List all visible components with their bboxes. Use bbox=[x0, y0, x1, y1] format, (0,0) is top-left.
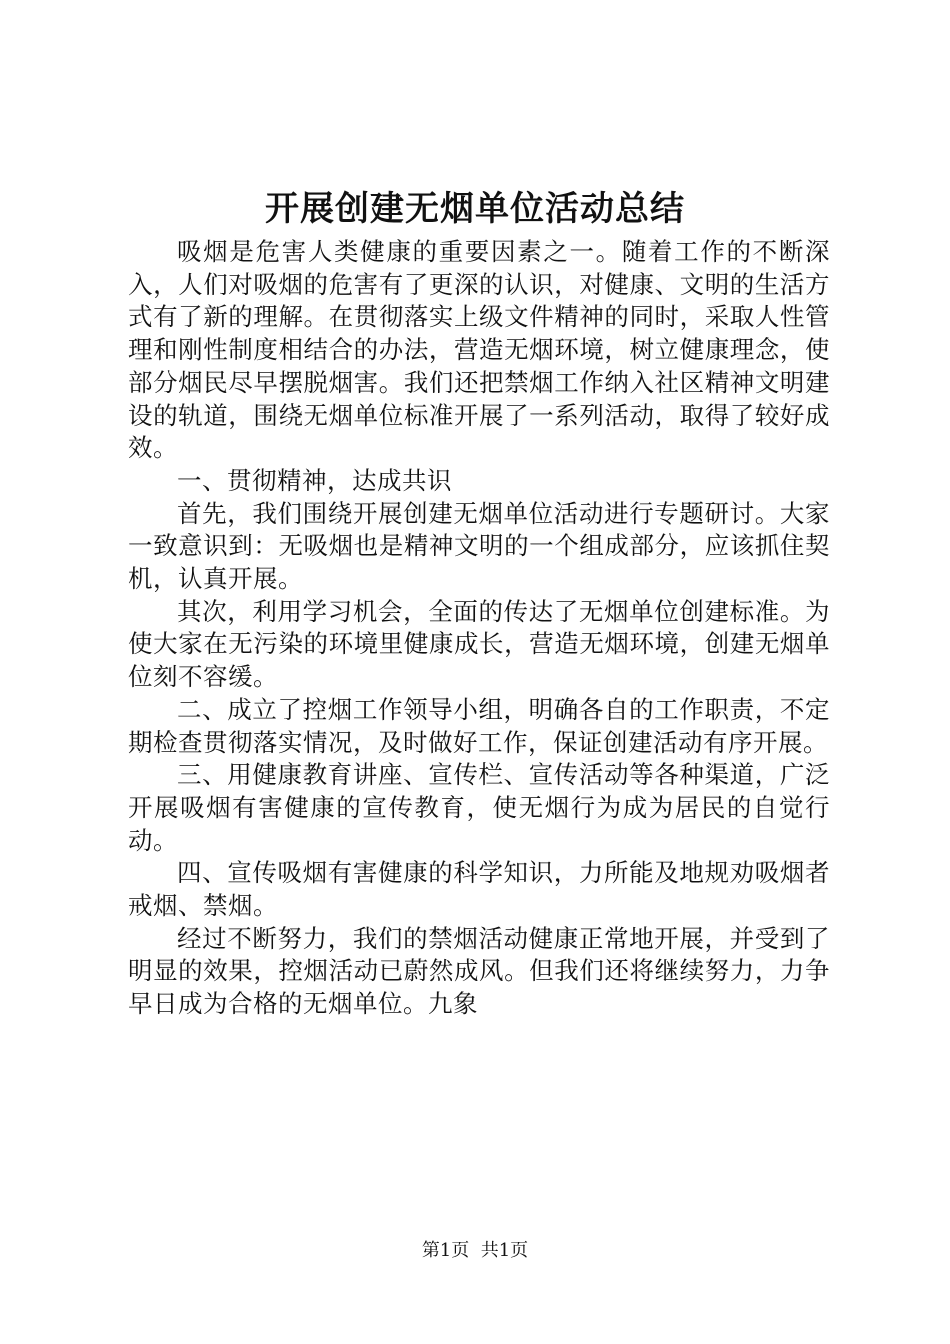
page-total: 共1页 bbox=[480, 1240, 529, 1261]
section-heading-1: 一、贯彻精神，达成共识 bbox=[177, 465, 452, 495]
paragraph-intro: 吸烟是危害人类健康的重要因素之一。随着工作的不断深入，人们对吸烟的危害有了更深的认识，对健康、文明的生活方式有了新的理解。在贯彻落实上级文件精神的同时，采取人性管理和刚性制度相结合的办法，营造无烟环境，树立健康理念，使部分烟民尽早摆脱烟害。我们还把禁烟工作纳入社区精神文明建设的轨道，围绕无烟单位标准开展了一系列活动，取得了较好成效。 bbox=[128, 237, 830, 463]
paragraph-conclusion: 经过不断努力，我们的禁烟活动健康正常地开展，并受到了明显的效果，控烟活动已蔚然成风。但我们还将继续努力，力争早日成为合格的无烟单位。九象 bbox=[128, 923, 830, 1019]
section-4: 四、宣传吸烟有害健康的科学知识，力所能及地规劝吸烟者戒烟、禁烟。 bbox=[128, 858, 830, 921]
paragraph-second: 其次，利用学习机会，全面的传达了无烟单位创建标准。为使大家在无污染的环境里健康成长，营造无烟环境，创建无烟单位刻不容缓。 bbox=[128, 596, 830, 692]
document-title: 开展创建无烟单位活动总结 bbox=[265, 189, 685, 229]
section-2: 二、成立了控烟工作领导小组，明确各自的工作职责，不定期检查贯彻落实情况，及时做好工作，保证创建活动有序开展。 bbox=[128, 694, 830, 757]
section-3: 三、用健康教育讲座、宣传栏、宣传活动等各种渠道，广泛开展吸烟有害健康的宣传教育，使无烟行为成为居民的自觉行动。 bbox=[128, 760, 830, 855]
page-footer bbox=[0, 1239, 950, 1263]
paragraph-first: 首先，我们围绕开展创建无烟单位活动进行专题研讨。大家一致意识到：无吸烟也是精神文明的一个组成部分，应该抓住契机，认真开展。 bbox=[128, 498, 830, 594]
document-body bbox=[128, 236, 830, 1021]
page-number: 第1页 bbox=[421, 1240, 470, 1261]
